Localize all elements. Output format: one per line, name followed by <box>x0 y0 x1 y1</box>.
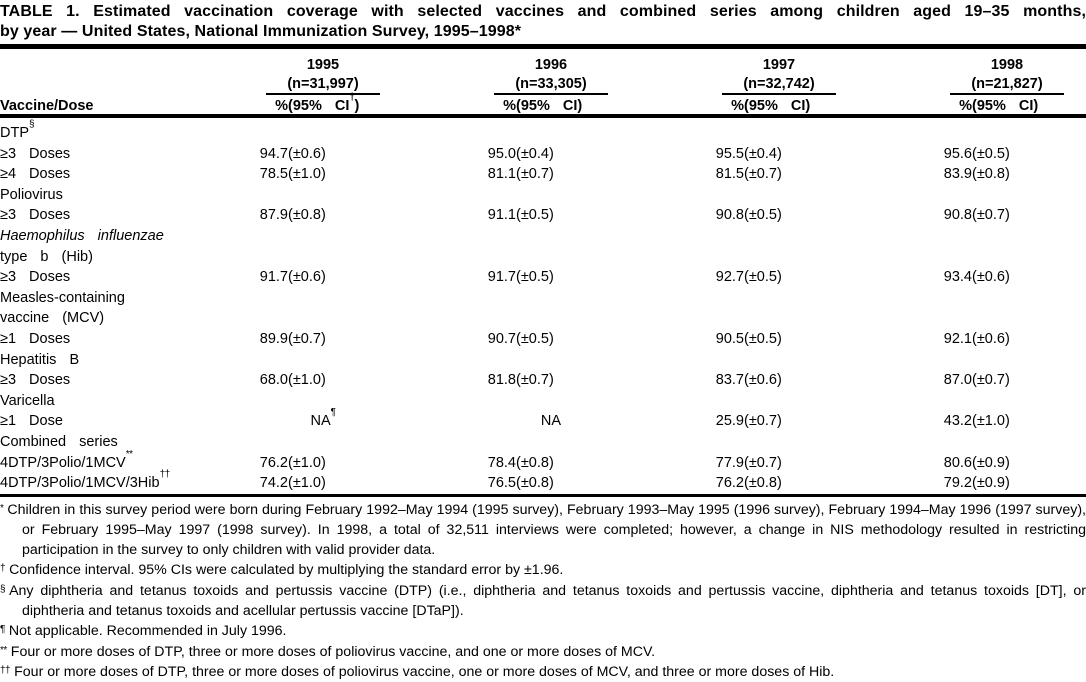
table-title-line1: TABLE 1. Estimated vaccination coverage with selected vaccines and combined series among children aged 19–35 months, <box>0 3 1086 20</box>
n-size-label: (n=32,742) <box>722 76 836 95</box>
na-value <box>266 407 380 432</box>
pct-cell: 43.2 <box>943 413 972 430</box>
ci-header-text: ) <box>577 98 583 114</box>
ci-cell: (±0.4) <box>516 145 554 162</box>
dose-row <box>0 473 1086 494</box>
sample-size-1995 <box>250 73 478 95</box>
pct-cell: 77.9 <box>715 454 744 471</box>
year-label: 1996 <box>534 57 568 73</box>
ci-header-text: ) <box>1033 98 1039 114</box>
dose-label: 4DTP/3Polio/1MCV/3Hib <box>0 475 160 492</box>
footnote-text: Children in this survey period were born during February 1992–May 1994 (1995 survey), February 1993–May 1995 (1996 survey), February 1994–May 1996 (1997 survey), or February 1995–May 1997 (1998 survey). In 1998, a total of 32,511 interviews were completed; however, a change in NIS methodology resulted in restricting participation in the survey to only children with valid provider data. <box>7 501 1086 559</box>
na-cell-1996 <box>478 411 706 432</box>
year-label: 1997 <box>762 57 796 73</box>
pct-cell: 78.4 <box>487 454 516 471</box>
footnote-text: Not applicable. Recommended in July 1996. <box>8 622 287 639</box>
row-label: ≥3 Doses <box>0 372 71 389</box>
ci-cell: (±0.8) <box>516 475 554 492</box>
pct-header-1997: % <box>706 95 744 116</box>
sample-size-1997 <box>706 73 934 95</box>
row-label: ≥1 Dose <box>0 413 63 430</box>
year-header-1997 <box>706 49 934 73</box>
pct-cell: 92.1 <box>943 330 972 347</box>
ci-cell: (±1.0) <box>288 166 326 183</box>
footnote-section <box>0 582 1086 622</box>
footnote-mark: ¶ <box>330 407 336 419</box>
ci-cell: (±1.0) <box>972 413 1010 430</box>
row-label: ≥3 Doses <box>0 145 71 162</box>
footnote-text: Four or more doses of DTP, three or more doses of poliovirus vaccine, and one or more doses of MCV. <box>10 643 656 660</box>
footnote-mark: †† <box>159 469 170 481</box>
ci-cell: (±0.7) <box>516 166 554 183</box>
ci-cell: (±0.7) <box>744 413 782 430</box>
na-cell-1995 <box>250 407 478 432</box>
pct-cell: 91.7 <box>487 269 516 286</box>
row-label: Haemophilus influenzae <box>0 227 164 244</box>
section-row-mcv <box>0 288 1086 309</box>
year-label: 1995 <box>306 57 340 73</box>
ci-cell: (±0.6) <box>744 372 782 389</box>
dose-row <box>0 267 1086 288</box>
footnote-pilcrow <box>0 622 1086 643</box>
pct-header-1995: % <box>250 95 288 116</box>
ci-cell: (±0.6) <box>972 269 1010 286</box>
row-label <box>0 469 250 494</box>
ci-cell: (±1.0) <box>288 454 326 471</box>
pct-cell: 89.9 <box>259 330 288 347</box>
section-row-dtp <box>0 116 1086 144</box>
pct-cell: 90.5 <box>715 330 744 347</box>
ci-header-text: (95% CI <box>744 98 806 114</box>
section-label: DTP <box>0 125 29 141</box>
sample-size-row <box>0 73 1086 95</box>
footnote-marker: ** <box>0 644 7 656</box>
footnote-text: Confidence interval. 95% CIs were calculated by multiplying the standard error by ±1.96. <box>9 561 564 578</box>
footnote-double-asterisk <box>0 643 1086 664</box>
pct-cell: 94.7 <box>259 145 288 162</box>
ci-cell: (±0.8) <box>516 454 554 471</box>
ci-cell: (±0.6) <box>288 269 326 286</box>
pct-cell: 76.2 <box>715 475 744 492</box>
ci-cell: (±0.5) <box>516 330 554 347</box>
dose-row <box>0 205 1086 226</box>
spacer-cell <box>0 73 250 95</box>
spacer-cell <box>250 350 1086 371</box>
row-label: Measles-containing <box>0 289 125 306</box>
ci-cell: (±0.7) <box>516 372 554 389</box>
pct-cell: 76.5 <box>487 475 516 492</box>
ci-cell: (±0.6) <box>972 330 1010 347</box>
footnote-double-dagger <box>0 663 1086 682</box>
pct-cell: 90.7 <box>487 330 516 347</box>
spacer-cell <box>0 49 250 73</box>
row-label: ≥3 Doses <box>0 269 71 286</box>
footnote-marker: * <box>0 502 4 514</box>
ci-cell: (±0.8) <box>972 166 1010 183</box>
pct-cell: 81.8 <box>487 372 516 389</box>
year-header-row <box>0 49 1086 73</box>
footnote-asterisk <box>0 501 1086 561</box>
ci-cell: (±0.4) <box>744 145 782 162</box>
ci-cell: (±0.8) <box>744 475 782 492</box>
pct-cell: 95.6 <box>943 145 972 162</box>
pct-header-1998: % <box>934 95 972 116</box>
table-title <box>0 0 1086 41</box>
dose-row-varicella <box>0 411 1086 432</box>
row-label <box>0 116 250 144</box>
pct-cell: 80.6 <box>943 454 972 471</box>
ci-cell: (±0.5) <box>744 207 782 224</box>
footnote-marker: † <box>0 562 6 574</box>
row-label: type b (Hib) <box>0 248 93 265</box>
row-label: ≥1 Doses <box>0 330 71 347</box>
ci-cell: (±0.5) <box>972 145 1010 162</box>
ci-header-1996 <box>516 95 706 116</box>
pct-cell: 25.9 <box>715 413 744 430</box>
pct-cell: 91.7 <box>259 269 288 286</box>
vaccination-coverage-table <box>0 49 1086 494</box>
footnote-marker: ¶ <box>0 623 5 635</box>
pct-cell: 78.5 <box>259 166 288 183</box>
section-row-hib <box>0 226 1086 247</box>
pct-cell: 74.2 <box>259 475 288 492</box>
column-label-row <box>0 95 1086 116</box>
pct-cell: 79.2 <box>943 475 972 492</box>
footnote-text: Any diphtheria and tetanus toxoids and pertussis vaccine (DTP) (i.e., diphtheria and tetanus toxoids and pertussis vaccine, diphtheria and tetanus toxoids [DT], or diphtheria and tetanus toxoids and acellular pertussis vaccine [DTaP]). <box>9 582 1086 620</box>
year-label: 1998 <box>990 57 1024 73</box>
footnote-marker: § <box>0 583 6 595</box>
ci-cell: (±0.5) <box>744 269 782 286</box>
pct-cell: 81.5 <box>715 166 744 183</box>
pct-cell: 93.4 <box>943 269 972 286</box>
ci-header-text: (95% CI <box>516 98 578 114</box>
ci-cell: (±0.5) <box>516 207 554 224</box>
spacer-cell <box>250 226 1086 247</box>
ci-cell: (±0.7) <box>744 454 782 471</box>
row-label <box>0 448 250 474</box>
spacer-cell <box>250 185 1086 206</box>
section-row-poliovirus <box>0 185 1086 206</box>
footnote-mark: § <box>29 119 35 131</box>
ci-cell: (±0.7) <box>972 207 1010 224</box>
pct-header-1996: % <box>478 95 516 116</box>
footnote-dagger <box>0 561 1086 582</box>
footnote-mark: ** <box>125 448 133 460</box>
pct-cell: 92.7 <box>715 269 744 286</box>
table-title-line2: by year — United States, National Immunization Survey, 1995–1998* <box>0 22 522 40</box>
pct-cell: 83.9 <box>943 166 972 183</box>
spacer-cell <box>250 432 1086 453</box>
vaccine-dose-header: Vaccine/Dose <box>0 95 250 116</box>
ci-cell: (±1.0) <box>288 372 326 389</box>
ci-header-1995 <box>288 92 478 116</box>
sample-size-1996 <box>478 73 706 95</box>
spacer-cell <box>250 288 1086 309</box>
dose-row <box>0 144 1086 165</box>
ci-header-1998 <box>972 95 1086 116</box>
section-continuation-row <box>0 247 1086 268</box>
ci-header-text: ) <box>805 98 811 114</box>
n-size-label: (n=33,305) <box>494 76 608 95</box>
dose-row <box>0 329 1086 350</box>
section-continuation-row <box>0 308 1086 329</box>
ci-cell: (±0.5) <box>516 269 554 286</box>
ci-cell: (±1.0) <box>288 475 326 492</box>
spacer-cell <box>250 308 1086 329</box>
row-label: Combined series <box>0 433 118 450</box>
ci-header-1997 <box>744 95 934 116</box>
ci-cell: (±0.6) <box>288 145 326 162</box>
dose-row <box>0 370 1086 391</box>
pct-cell: 68.0 <box>259 372 288 389</box>
ci-cell: (±0.7) <box>972 372 1010 389</box>
dose-label: 4DTP/3Polio/1MCV <box>0 454 126 471</box>
pct-cell: 91.1 <box>487 207 516 224</box>
n-size-label: (n=31,997) <box>266 76 380 95</box>
section-row-varicella <box>0 391 1086 412</box>
section-row-hepb <box>0 350 1086 371</box>
ci-cell: (±0.9) <box>972 475 1010 492</box>
row-label: vaccine (MCV) <box>0 310 105 327</box>
spacer-cell <box>250 247 1086 268</box>
year-header-1995 <box>250 49 478 73</box>
ci-header-text: (95% CI <box>972 98 1034 114</box>
pct-cell: 87.0 <box>943 372 972 389</box>
ci-cell: (±0.8) <box>288 207 326 224</box>
ci-cell: (±0.7) <box>744 166 782 183</box>
row-label: ≥4 Doses <box>0 166 71 183</box>
section-row-combined-series <box>0 432 1086 453</box>
row-label: ≥3 Doses <box>0 207 71 224</box>
footnote-text: Four or more doses of DTP, three or more doses of poliovirus vaccine, one or more doses of MCV, and three or more doses of Hib. <box>14 664 835 681</box>
row-label: Hepatitis B <box>0 351 80 368</box>
ci-cell: (±0.7) <box>288 330 326 347</box>
spacer-cell <box>250 391 1086 412</box>
footnote-marker: †† <box>0 665 11 677</box>
pct-cell: 90.8 <box>943 207 972 224</box>
na-text: NA <box>310 413 331 430</box>
pct-cell: 90.8 <box>715 207 744 224</box>
ci-header-text: (95% CI <box>288 98 350 114</box>
ci-header-footnote-mark: † <box>349 92 355 104</box>
ci-header-text: ) <box>354 98 360 114</box>
row-label: Varicella <box>0 392 55 409</box>
row-label: Poliovirus <box>0 186 63 203</box>
na-value: NA <box>540 413 562 430</box>
ci-cell: (±0.9) <box>972 454 1010 471</box>
sample-size-1998 <box>934 73 1086 95</box>
pct-cell: 95.5 <box>715 145 744 162</box>
footnotes <box>0 497 1086 682</box>
pct-cell: 81.1 <box>487 166 516 183</box>
ci-cell: (±0.5) <box>744 330 782 347</box>
pct-cell: 87.9 <box>259 207 288 224</box>
pct-cell: 83.7 <box>715 372 744 389</box>
dose-row <box>0 164 1086 185</box>
spacer-cell <box>250 116 1086 144</box>
year-header-1998 <box>934 49 1086 73</box>
year-header-1996 <box>478 49 706 73</box>
n-size-label: (n=21,827) <box>950 76 1064 95</box>
pct-cell: 76.2 <box>259 454 288 471</box>
pct-cell: 95.0 <box>487 145 516 162</box>
